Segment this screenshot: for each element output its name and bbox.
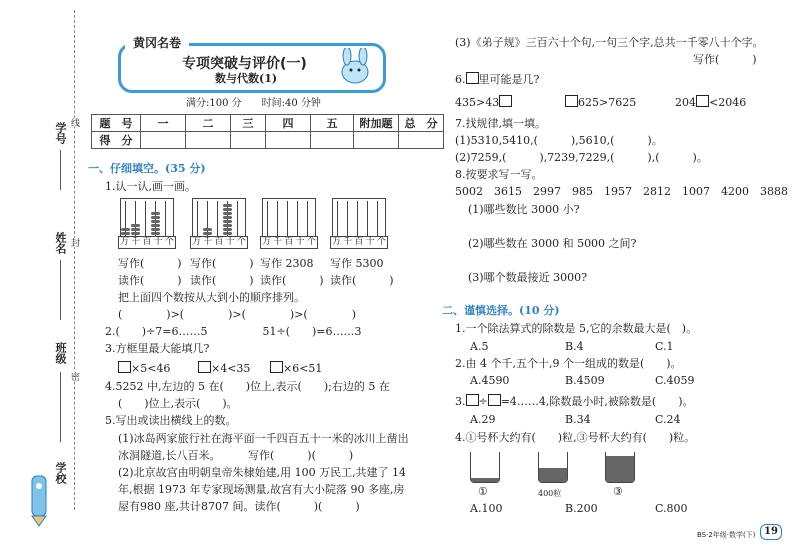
cup-1 — [470, 452, 500, 483]
s2-q3-opt-b[interactable]: B.34 — [565, 413, 591, 426]
section2-heading: 二、谨慎选择。(10 分) — [442, 304, 560, 317]
q1-write-3: 写作 2308 — [260, 257, 314, 270]
s2-q4-opt-b[interactable]: B.200 — [565, 502, 598, 515]
q7-1: (1)5310,5410,( ),5610,( )。 — [455, 134, 663, 147]
score-cell[interactable] — [141, 132, 186, 149]
number-label: 学号 — [54, 122, 67, 144]
answer-box[interactable] — [270, 361, 283, 373]
score-row-label: 得 分 — [92, 132, 141, 149]
q3-item-c: ×6<51 — [270, 361, 322, 376]
score-header: 附加题 — [354, 115, 399, 132]
brand-logo: 黄冈名卷 — [125, 35, 189, 51]
cup-2 — [538, 452, 568, 483]
class-label: 班级 — [54, 342, 67, 364]
q5-2-line-1: (2)北京故宫由明朝皇帝朱棣始建,用 100 万民工,共建了 14 — [118, 466, 407, 479]
score-header: 三 — [231, 115, 266, 132]
q8-1: (1)哪些数比 3000 小? — [468, 203, 580, 216]
score-header: 一 — [141, 115, 186, 132]
mascot-rabbit-icon — [335, 48, 377, 86]
score-row — [92, 132, 444, 149]
s2-q2-opt-b[interactable]: B.4509 — [565, 374, 605, 387]
s2-q2-opt-a[interactable]: A.4590 — [470, 374, 510, 387]
name-label: 姓名 — [54, 232, 67, 254]
q1-read-4: 读作( ) — [330, 274, 394, 287]
footer-text: BS·2年级·数学(下) — [697, 531, 756, 539]
page-number: 19 — [760, 524, 782, 540]
section1-heading: 一、仔细填空。(35 分) — [88, 162, 206, 175]
q6-item-b: 625>7625 — [565, 95, 636, 110]
q1-order-blanks: ( )>( )>( )>( ) — [118, 308, 356, 321]
q8-3: (3)哪个数最接近 3000? — [468, 271, 587, 284]
class-line — [60, 372, 61, 442]
s2-q2-opt-c[interactable]: C.4059 — [655, 374, 695, 387]
q5-2-line-2: 年,根据 1973 年专家现场测量,故宫有大小院落 90 多座,房 — [118, 483, 405, 496]
q8-text: 8.按要求写一写。 — [455, 168, 543, 181]
s2-q3-opt-a[interactable]: A.29 — [470, 413, 496, 426]
line-mark: 线 — [69, 118, 79, 127]
abacus-3: 万 千 百 十 个 — [260, 198, 318, 250]
score-header-row — [92, 115, 444, 132]
score-cell[interactable] — [186, 132, 231, 149]
q8-2: (2)哪些数在 3000 和 5000 之间? — [468, 237, 637, 250]
q1-write-4: 写作 5300 — [330, 257, 384, 270]
mascot-pencil-icon — [18, 470, 62, 530]
abacus-4: 万 千 百 十 个 — [330, 198, 388, 250]
q3-text: 3.方框里最大能填几? — [105, 342, 210, 355]
answer-box[interactable] — [118, 361, 131, 373]
answer-box — [466, 72, 479, 84]
q1-write-1: 写作( ) — [118, 257, 182, 270]
q1-read-1: 读作( ) — [118, 274, 182, 287]
q4-line-2: ( )位上,表示( )。 — [118, 397, 238, 410]
cup-1-label: ① — [478, 485, 488, 498]
score-header: 题 号 — [92, 115, 141, 132]
s2-q3-opt-c[interactable]: C.24 — [655, 413, 681, 426]
answer-box[interactable] — [696, 95, 709, 107]
score-cell[interactable] — [399, 132, 444, 149]
answer-box — [466, 394, 479, 406]
s2-q1-opt-c[interactable]: C.1 — [655, 340, 674, 353]
abacus-1: 万 千 百 十 个 — [118, 198, 176, 250]
binding-line — [74, 10, 75, 510]
q1-write-2: 写作( ) — [190, 257, 254, 270]
q5-1-line-1: (1)冰岛两家旅行社在海平面一千四百五十一米的冰川上凿出 — [118, 432, 409, 445]
s2-q1-opt-a[interactable]: A.5 — [470, 340, 489, 353]
q5-3-text: (3)《弟子规》三百六十个句,一句三个字,总共一千零八十个字。 — [455, 36, 764, 49]
q1-read-3: 读作( ) — [260, 274, 324, 287]
q6-item-c: 204 <2046 — [675, 96, 747, 109]
cup-3-label: ③ — [613, 485, 623, 498]
cup-2-label: 400粒 — [538, 489, 562, 498]
s2-q1-opt-b[interactable]: B.4 — [565, 340, 584, 353]
score-header: 五 — [311, 115, 354, 132]
q1-text: 1.认一认,画一画。 — [105, 180, 196, 193]
q1-order: 把上面四个数按从大到小的顺序排列。 — [118, 291, 305, 304]
cup-3 — [605, 452, 635, 483]
q7-2: (2)7259,( ),7239,7229,( ),( )。 — [455, 151, 708, 164]
q3-item-b: ×4<35 — [198, 361, 250, 376]
score-header: 二 — [186, 115, 231, 132]
score-table — [91, 114, 444, 149]
name-line — [60, 260, 61, 320]
answer-box[interactable] — [198, 361, 211, 373]
q6-item-a: 435>43 — [455, 95, 512, 110]
answer-box[interactable] — [499, 95, 512, 107]
number-line — [60, 150, 61, 190]
q6-text: 6. 里可能是几? — [455, 73, 540, 86]
s2-q2: 2.由 4 个千,五个十,9 个一组成的数是( )。 — [455, 357, 682, 370]
q5-text: 5.写出或读出横线上的数。 — [105, 414, 237, 427]
q5-2-line-3: 屋有980 座,共计8707 间。读作( )( ) — [118, 500, 360, 513]
q1-read-2: 读作( ) — [190, 274, 254, 287]
s2-q4-opt-a[interactable]: A.100 — [470, 502, 503, 515]
school-label: 学校 — [54, 462, 67, 484]
score-header: 四 — [266, 115, 311, 132]
s2-q1: 1.一个除法算式的除数是 5,它的余数最大是( )。 — [455, 322, 698, 335]
score-cell[interactable] — [231, 132, 266, 149]
dense-mark: 密 — [69, 372, 79, 381]
answer-box[interactable] — [565, 95, 578, 107]
page-subtitle: 数与代数(1) — [215, 72, 278, 85]
score-cell[interactable] — [266, 132, 311, 149]
q3-item-a: ×5<46 — [118, 361, 170, 376]
score-cell[interactable] — [311, 132, 354, 149]
q5-3-write: 写作( ) — [693, 53, 757, 66]
score-cell[interactable] — [354, 132, 399, 149]
answer-box — [488, 394, 501, 406]
seal-mark: 封 — [69, 238, 79, 247]
abacus-2: 万 千 百 十 个 — [190, 198, 248, 250]
q4-line-1: 4.5252 中,左边的 5 在( )位上,表示( );右边的 5 在 — [105, 380, 390, 393]
score-header: 总 分 — [399, 115, 444, 132]
page-title: 专项突破与评价(一) — [182, 56, 307, 72]
s2-q4: 4.①号杯大约有( )粒,③号杯大约有( )粒。 — [455, 431, 696, 444]
s2-q4-opt-c[interactable]: C.800 — [655, 502, 688, 515]
q7-text: 7.找规律,填一填。 — [455, 117, 546, 130]
q8-numbers: 5002 3615 2997 985 1957 2812 1007 4200 3888 — [455, 185, 788, 198]
q2-text: 2.( )÷7=6……5 51÷( )=6……3 — [105, 325, 362, 338]
exam-meta: 满分:100 分 时间:40 分钟 — [186, 98, 321, 109]
q5-1-line-2: 冰洞隧道,长八百米。 写作( )( ) — [118, 449, 354, 462]
s2-q3: 3. ÷ =4……4,除数最小时,被除数是( )。 — [455, 395, 694, 408]
